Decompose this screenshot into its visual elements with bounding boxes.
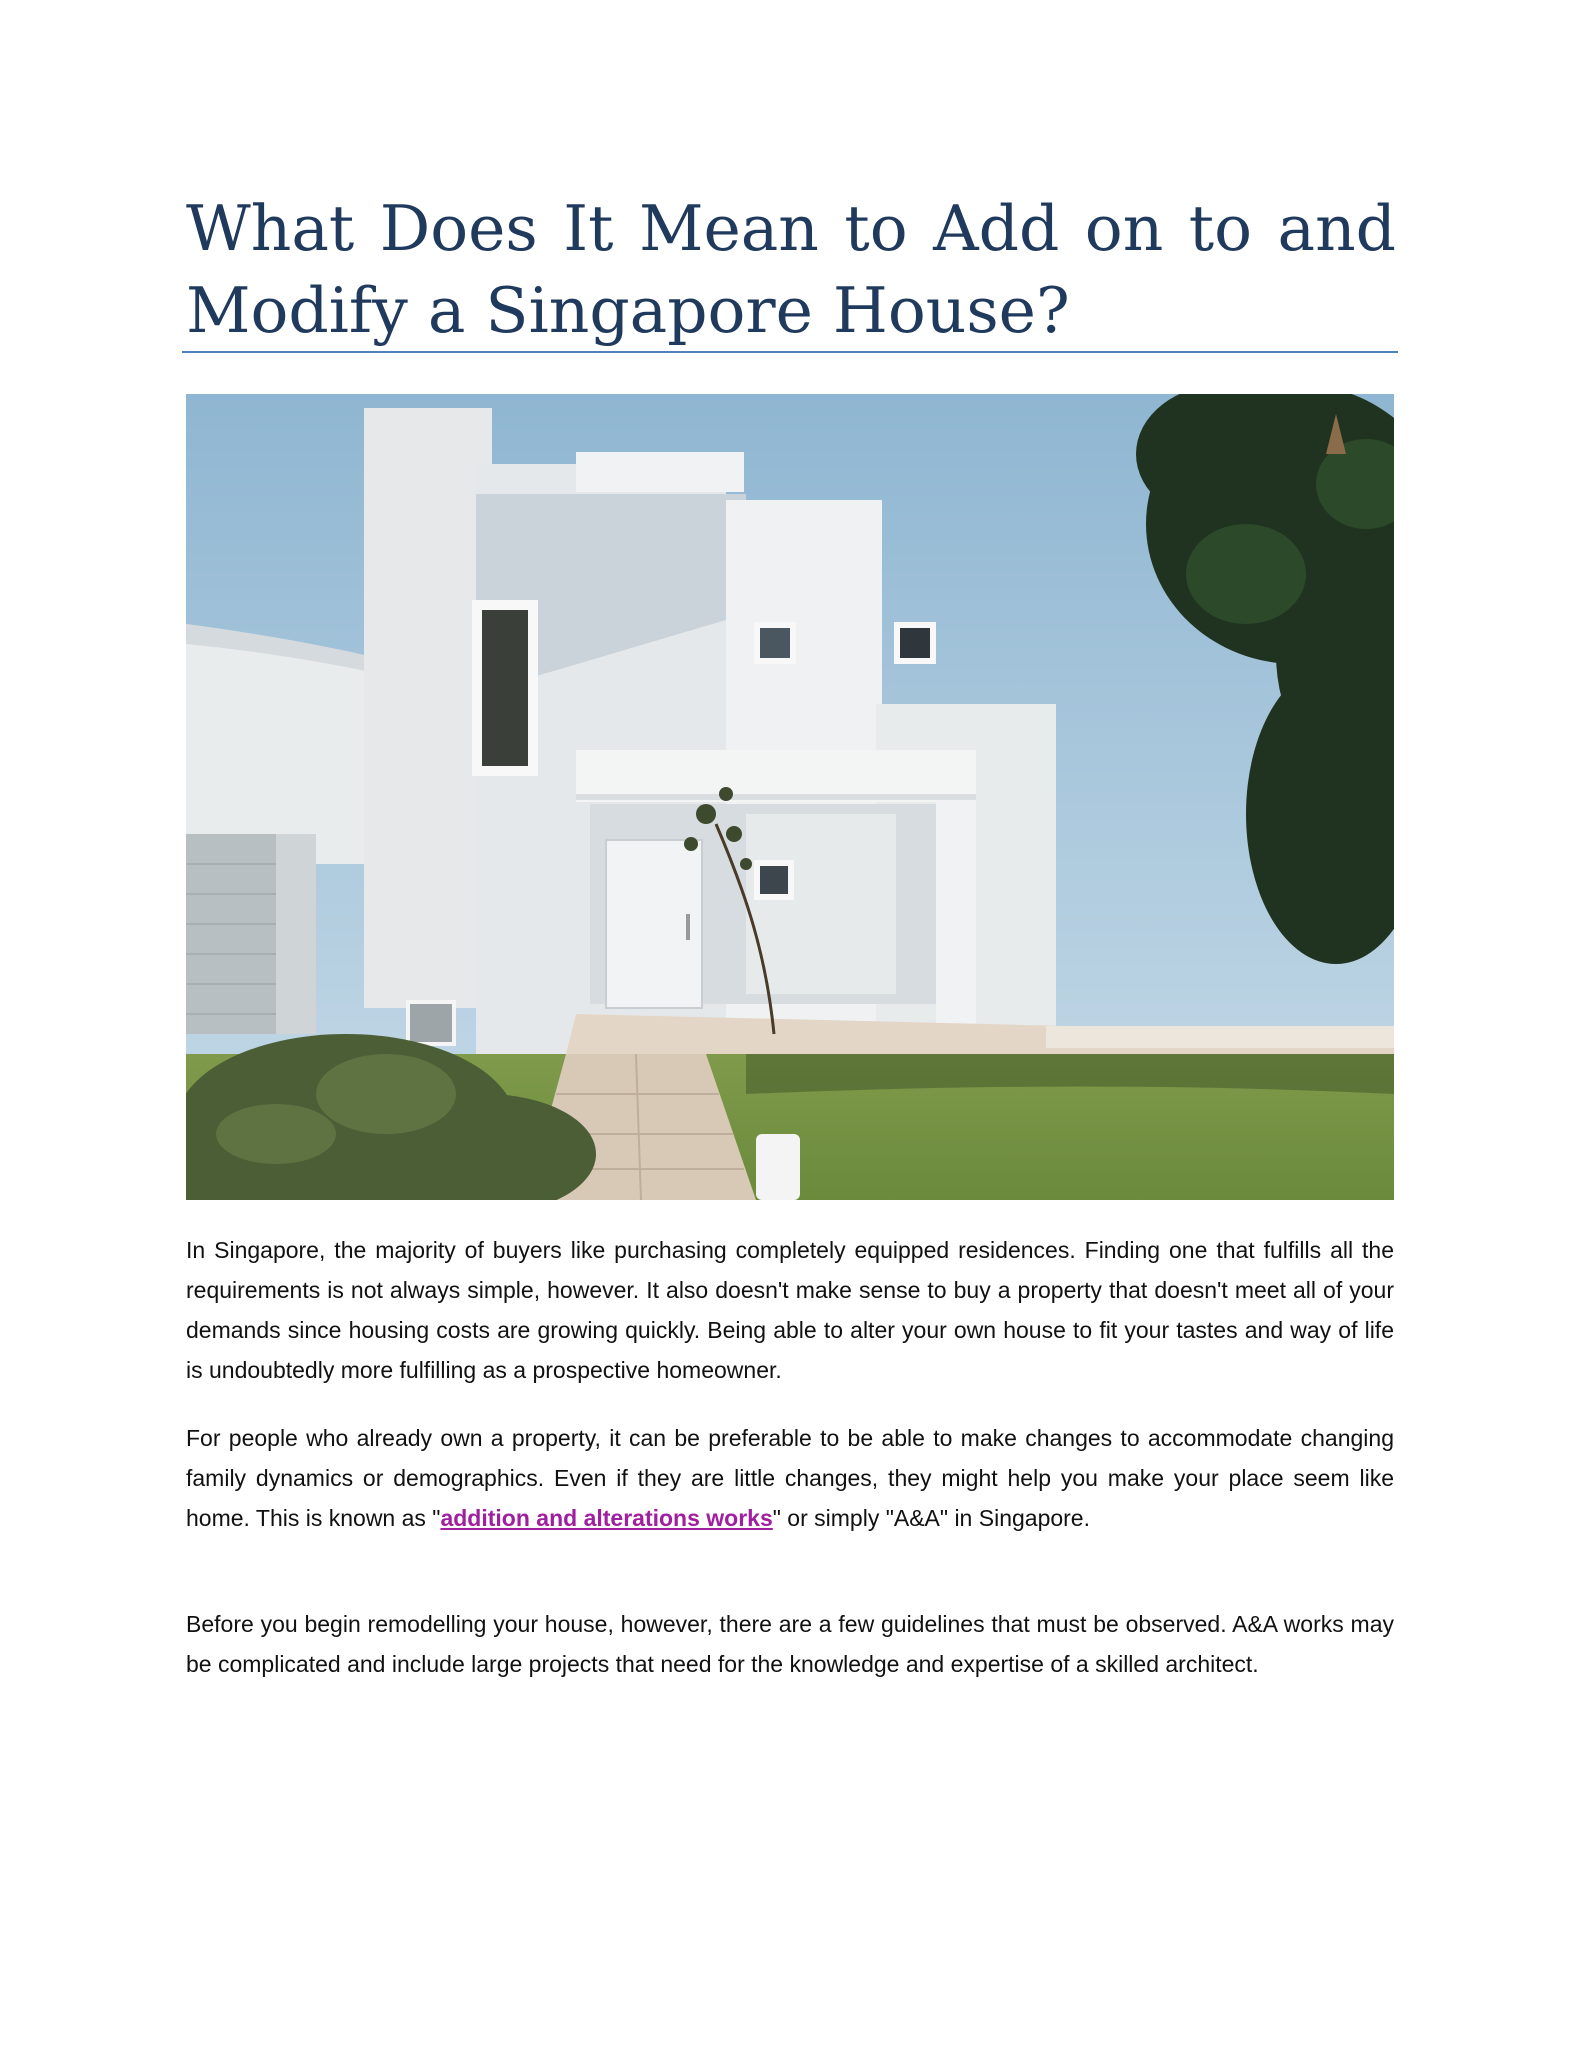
title-divider xyxy=(182,351,1398,353)
page-title: What Does It Mean to Add on to and Modify a Singapore House? xyxy=(186,192,1396,347)
addition-alterations-link[interactable]: addition and alterations works xyxy=(440,1505,773,1531)
guidelines-paragraph: Before you begin remodelling your house, however, there are a few guidelines that must be observed. A&A works may be complicated and include large projects that need for the knowledge and expertise of a skilled architect. xyxy=(186,1611,1394,1677)
owners-paragraph-text-start: For people who already own a property, it can be preferable to be able to make changes to accommodate changing family dynamics or demographics. Even if they are little changes, they might help you make your place seem like home. This is known as " xyxy=(186,1425,1394,1531)
owners-paragraph-text-end: " or simply "A&A" in Singapore. xyxy=(772,1505,1090,1531)
intro-paragraph: In Singapore, the majority of buyers like purchasing completely equipped residences. Finding one that fulfills all the requirements is not always simple, however. It also doesn't make sense to buy a property that doesn't meet all of your demands since housing costs are growing quickly. Being able to alter your own house to fit your tastes and way of life is undoubtedly more fulfilling as a prospective homeowner. xyxy=(186,1237,1394,1383)
house-photo xyxy=(186,394,1394,1200)
owners-paragraph xyxy=(186,1418,1394,1538)
